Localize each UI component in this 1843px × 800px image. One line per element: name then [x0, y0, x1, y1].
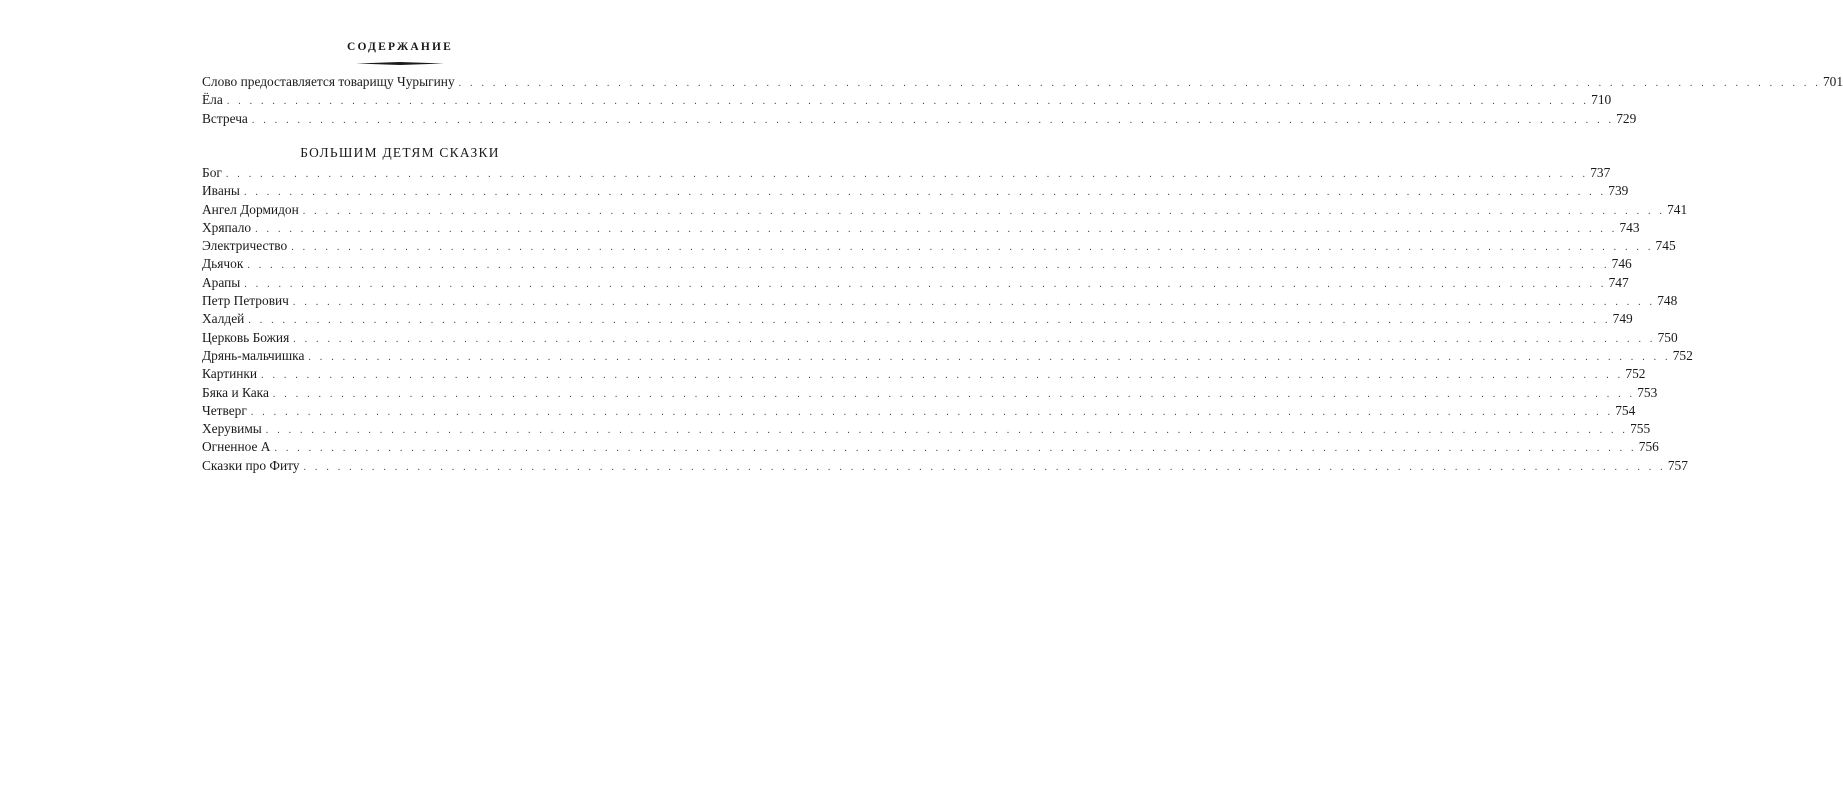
- toc-entry: [202, 182, 1629, 200]
- toc-entry-page-number: 755: [1630, 421, 1651, 437]
- toc-entry-page-number: 754: [1615, 402, 1636, 418]
- toc-entry: [202, 329, 1678, 347]
- toc-entry-title: Бяка и Кака: [202, 384, 269, 400]
- toc-entry-title: Четверг: [202, 402, 247, 418]
- dot-leader: . . . . . . . . . . . . . . . . . . . . . . . . . . . . . . . . . . . . . . . . . . . . . . . . . . . . . . . . . . . . . . . . . . . . . . . . . . . . . . . . . . . . . . . . . . . . . . . . . . . . . . . . . . . . . . . . . . . . . . . .: [291, 242, 1654, 254]
- dot-leader: . . . . . . . . . . . . . . . . . . . . . . . . . . . . . . . . . . . . . . . . . . . . . . . . . . . . . . . . . . . . . . . . . . . . . . . . . . . . . . . . . . . . . . . . . . . . . . . . . . . . . . . . . . . . . . . . . . . . . . . .: [261, 370, 1624, 382]
- dot-leader: . . . . . . . . . . . . . . . . . . . . . . . . . . . . . . . . . . . . . . . . . . . . . . . . . . . . . . . . . . . . . . . . . . . . . . . . . . . . . . . . . . . . . . . . . . . . . . . . . . . . . . . . . . . . . . . . . . . . . . . .: [225, 169, 1589, 180]
- toc-entry: [202, 219, 1640, 237]
- dot-leader: . . . . . . . . . . . . . . . . . . . . . . . . . . . . . . . . . . . . . . . . . . . . . . . . . . . . . . . . . . . . . . . . . . . . . . . . . . . . . . . . . . . . . . . . . . . . . . . . . . . . . . . . . . . . . . . . . . . . . . . .: [251, 114, 1615, 126]
- toc-entry-title: Ёла: [202, 92, 223, 108]
- toc-entry-title: Хряпало: [202, 219, 252, 235]
- toc-entry-page-number: 746: [1611, 256, 1632, 272]
- toc-entry-title: Бог: [202, 165, 222, 180]
- dot-leader: . . . . . . . . . . . . . . . . . . . . . . . . . . . . . . . . . . . . . . . . . . . . . . . . . . . . . . . . . . . . . . . . . . . . . . . . . . . . . . . . . . . . . . . . . . . . . . . . . . . . . . . . . . . . . . . . . . . . . . . .: [250, 406, 1614, 418]
- dot-leader: . . . . . . . . . . . . . . . . . . . . . . . . . . . . . . . . . . . . . . . . . . . . . . . . . . . . . . . . . . . . . . . . . . . . . . . . . . . . . . . . . . . . . . . . . . . . . . . . . . . . . . . . . . . . . . . . . . . . . . . .: [272, 388, 1636, 400]
- dot-leader: . . . . . . . . . . . . . . . . . . . . . . . . . . . . . . . . . . . . . . . . . . . . . . . . . . . . . . . . . . . . . . . . . . . . . . . . . . . . . . . . . . . . . . . . . . . . . . . . . . . . . . . . . . . . . . . . . . . . . . . .: [292, 297, 1656, 309]
- toc-entry-title: Дьячок: [202, 256, 244, 272]
- toc-entry: [202, 438, 1659, 456]
- toc-entry: [202, 164, 1611, 182]
- toc-entry-page-number: 752: [1625, 366, 1646, 382]
- dot-leader: . . . . . . . . . . . . . . . . . . . . . . . . . . . . . . . . . . . . . . . . . . . . . . . . . . . . . . . . . . . . . . . . . . . . . . . . . . . . . . . . . . . . . . . . . . . . . . . . . . . . . . . . . . . . . . . . . . . . . . . .: [226, 96, 1590, 108]
- dot-leader: . . . . . . . . . . . . . . . . . . . . . . . . . . . . . . . . . . . . . . . . . . . . . . . . . . . . . . . . . . . . . . . . . . . . . . . . . . . . . . . . . . . . . . . . . . . . . . . . . . . . . . . . . . . . . . . . . . . . . . . .: [247, 260, 1610, 272]
- toc-entry: [202, 201, 1688, 219]
- toc-entry-page-number: 739: [1608, 183, 1629, 199]
- toc-entry-title: Дрянь-мальчишка: [202, 347, 305, 363]
- toc-entry-page-number: 747: [1608, 274, 1629, 290]
- dot-leader: . . . . . . . . . . . . . . . . . . . . . . . . . . . . . . . . . . . . . . . . . . . . . . . . . . . . . . . . . . . . . . . . . . . . . . . . . . . . . . . . . . . . . . . . . . . . . . . . . . . . . . . . . . . . . . . . . . . . . . . .: [243, 187, 1607, 199]
- toc-entry: [202, 274, 1629, 292]
- toc-entry: [202, 457, 1688, 475]
- toc-entry-title: Встреча: [202, 110, 248, 126]
- dot-leader: . . . . . . . . . . . . . . . . . . . . . . . . . . . . . . . . . . . . . . . . . . . . . . . . . . . . . . . . . . . . . . . . . . . . . . . . . . . . . . . . . . . . . . . . . . . . . . . . . . . . . . . . . . . . . . . . . . . . . . . .: [255, 223, 1618, 235]
- toc-entry-title: Слово предоставляется товарищу Чурыгину: [202, 74, 455, 89]
- toc-entry-page-number: 752: [1672, 347, 1693, 363]
- toc-entry-page-number: 757: [1667, 457, 1688, 473]
- toc-entry: [202, 347, 1693, 365]
- toc-entry: [202, 402, 1636, 420]
- toc-list-section: [202, 164, 1693, 475]
- ornamental-rule: [356, 62, 444, 65]
- dot-leader: . . . . . . . . . . . . . . . . . . . . . . . . . . . . . . . . . . . . . . . . . . . . . . . . . . . . . . . . . . . . . . . . . . . . . . . . . . . . . . . . . . . . . . . . . . . . . . . . . . . . . . . . . . . . . . . . . . . . . . . .: [302, 205, 1666, 217]
- dot-leader: . . . . . . . . . . . . . . . . . . . . . . . . . . . . . . . . . . . . . . . . . . . . . . . . . . . . . . . . . . . . . . . . . . . . . . . . . . . . . . . . . . . . . . . . . . . . . . . . . . . . . . . . . . . . . . . . . . . . . . . .: [308, 351, 1671, 363]
- toc-list-main: [202, 73, 1843, 128]
- toc-entry: [202, 255, 1632, 273]
- toc-entry-page-number: 756: [1638, 439, 1659, 455]
- toc-entry-page-number: 737: [1590, 165, 1611, 180]
- dot-leader: . . . . . . . . . . . . . . . . . . . . . . . . . . . . . . . . . . . . . . . . . . . . . . . . . . . . . . . . . . . . . . . . . . . . . . . . . . . . . . . . . . . . . . . . . . . . . . . . . . . . . . . . . . . . . . . . . . . . . . . .: [265, 425, 1629, 437]
- toc-entry-page-number: 710: [1591, 92, 1612, 108]
- toc-entry-title: Арапы: [202, 274, 241, 290]
- toc-entry-page-number: 750: [1657, 329, 1678, 345]
- toc-entry-title: Сказки про Фиту: [202, 457, 300, 473]
- toc-entry-page-number: 729: [1616, 110, 1637, 126]
- running-head: СОДЕРЖАНИЕ: [346, 41, 454, 53]
- toc-entry-title: Электричество: [202, 238, 288, 254]
- toc-entry-title: Церковь Божия: [202, 329, 290, 345]
- toc-entry-page-number: 748: [1657, 293, 1678, 309]
- toc-entry: [202, 237, 1676, 255]
- toc-entry-title: Иваны: [202, 183, 240, 199]
- toc-entry-page-number: 745: [1655, 238, 1676, 254]
- toc-entry: [202, 420, 1651, 438]
- toc-entry-title: Картинки: [202, 366, 258, 382]
- toc-entry: [202, 292, 1678, 310]
- toc-entry: [202, 110, 1637, 128]
- dot-leader: . . . . . . . . . . . . . . . . . . . . . . . . . . . . . . . . . . . . . . . . . . . . . . . . . . . . . . . . . . . . . . . . . . . . . . . . . . . . . . . . . . . . . . . . . . . . . . . . . . . . . . . . . . . . . . . . . . . . . . . .: [303, 461, 1666, 473]
- toc-entry-page-number: 743: [1619, 219, 1640, 235]
- toc-entry-page-number: 749: [1612, 311, 1633, 327]
- section-heading: БОЛЬШИМ ДЕТЯМ СКАЗКИ: [300, 145, 500, 160]
- toc-entry-page-number: 741: [1667, 201, 1688, 217]
- toc-entry-title: Петр Петрович: [202, 293, 289, 309]
- dot-leader: . . . . . . . . . . . . . . . . . . . . . . . . . . . . . . . . . . . . . . . . . . . . . . . . . . . . . . . . . . . . . . . . . . . . . . . . . . . . . . . . . . . . . . . . . . . . . . . . . . . . . . . . . . . . . . . . . . . . . . . .: [293, 333, 1656, 345]
- toc-entry-title: Херувимы: [202, 421, 262, 437]
- dot-leader: . . . . . . . . . . . . . . . . . . . . . . . . . . . . . . . . . . . . . . . . . . . . . . . . . . . . . . . . . . . . . . . . . . . . . . . . . . . . . . . . . . . . . . . . . . . . . . . . . . . . . . . . . . . . . . . . . . . . . . . .: [244, 278, 1607, 290]
- toc-entry-page-number: 701: [1822, 74, 1843, 89]
- toc-entry-title: Огненное А: [202, 439, 271, 455]
- dot-leader: . . . . . . . . . . . . . . . . . . . . . . . . . . . . . . . . . . . . . . . . . . . . . . . . . . . . . . . . . . . . . . . . . . . . . . . . . . . . . . . . . . . . . . . . . . . . . . . . . . . . . . . . . . . . . . . . . . . . . . . .: [248, 315, 1611, 327]
- dot-leader: . . . . . . . . . . . . . . . . . . . . . . . . . . . . . . . . . . . . . . . . . . . . . . . . . . . . . . . . . . . . . . . . . . . . . . . . . . . . . . . . . . . . . . . . . . . . . . . . . . . . . . . . . . . . . . . . . . . . . . . .: [458, 78, 1821, 89]
- toc-entry-page-number: 753: [1637, 384, 1658, 400]
- dot-leader: . . . . . . . . . . . . . . . . . . . . . . . . . . . . . . . . . . . . . . . . . . . . . . . . . . . . . . . . . . . . . . . . . . . . . . . . . . . . . . . . . . . . . . . . . . . . . . . . . . . . . . . . . . . . . . . . . . . . . . . .: [274, 443, 1637, 455]
- toc-entry-title: Ангел Дормидон: [202, 201, 299, 217]
- toc-entry: [202, 384, 1658, 402]
- toc-entry: [202, 310, 1633, 328]
- toc-entry-title: Халдей: [202, 311, 245, 327]
- toc-entry: [202, 365, 1646, 383]
- toc-entry: [202, 91, 1612, 109]
- toc-entry: [202, 73, 1843, 91]
